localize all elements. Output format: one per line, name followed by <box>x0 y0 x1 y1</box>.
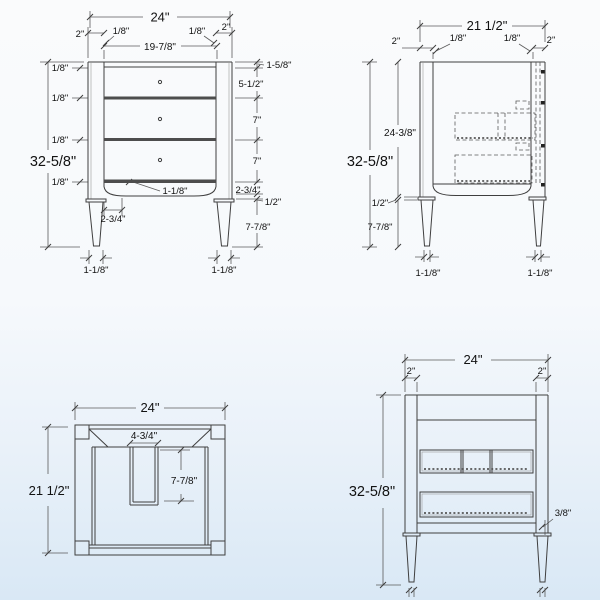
front-drawer-rail-2 <box>104 138 216 141</box>
front-drawer-1-dim: 5-1/2" <box>238 79 264 90</box>
back-total-height-dim: 32-5/8" <box>348 484 396 500</box>
side-dimension-ticks <box>367 23 548 260</box>
front-leg-left-dim: 2" <box>75 29 85 40</box>
front-reveal-3-dim: 1/8" <box>51 135 69 146</box>
back-foot-extension-ticks <box>409 588 545 597</box>
plan-leg-front-right <box>211 541 225 555</box>
front-total-height-dim: 32-5/8" <box>29 154 77 170</box>
back-total-width-dim: 24" <box>463 352 483 367</box>
side-tapered-leg-front <box>421 200 433 246</box>
side-reveal-back-dim: 1/8" <box>503 33 521 44</box>
side-leg-height-dim: 7-7/8" <box>367 222 393 233</box>
front-drawer-rail-1 <box>104 97 216 100</box>
side-leader-lines <box>388 44 530 203</box>
side-reveal-front-dim: 1/8" <box>449 33 467 44</box>
front-foot-left-dim: 1-1/8" <box>83 265 109 276</box>
side-leg-collar-back <box>529 197 546 200</box>
back-dimension-ticks <box>380 357 551 593</box>
back-panel-inset-dim: 3/8" <box>554 508 572 519</box>
side-tapered-leg-back <box>533 200 544 246</box>
side-cabinet-outline <box>420 62 545 197</box>
front-drawer-knob-2 <box>158 117 161 120</box>
front-drawer-knob-3 <box>158 158 161 161</box>
side-fastener-2 <box>541 101 545 105</box>
front-dimension-lines <box>48 17 257 258</box>
front-tapered-leg-right <box>217 202 231 246</box>
side-hidden-drawer-back-1 <box>498 113 505 140</box>
back-slat-rail-lower-inner <box>422 494 531 515</box>
side-total-height-dim: 32-5/8" <box>346 154 394 170</box>
front-total-width-dim: 24" <box>150 9 170 25</box>
plan-leg-front-left <box>75 541 89 555</box>
side-apron-arch <box>433 183 531 196</box>
front-reveal-1-dim: 1/8" <box>51 63 69 74</box>
back-leg-right-dim: 2" <box>537 366 547 377</box>
plan-leg-back-left <box>75 425 89 439</box>
front-leg-height-dim: 7-7/8" <box>245 222 271 233</box>
front-leg-inner-lines <box>91 62 229 199</box>
side-fastener-3 <box>541 144 545 148</box>
front-leg-right-dim: 2" <box>221 22 231 33</box>
front-drawer-2-dim: 7" <box>252 115 262 126</box>
side-fastener-4 <box>541 183 545 187</box>
plan-outer-outline <box>75 425 225 555</box>
plan-view <box>29 400 228 556</box>
side-leg-front-dim: 2" <box>391 36 401 47</box>
plan-side-walls <box>89 447 211 548</box>
side-case-height-dim: 24-3/8" <box>384 128 416 139</box>
plan-total-width-dim: 24" <box>140 400 160 415</box>
plan-notch-depth-dim: 7-7/8" <box>170 476 198 487</box>
side-total-depth-dim: 21 1/2" <box>466 18 508 33</box>
side-dimension-lines <box>370 26 550 257</box>
front-reveal-2-dim: 1/8" <box>51 93 69 104</box>
side-collar-dim: 1/2" <box>371 198 389 209</box>
front-collar-dim: 1/2" <box>264 197 282 208</box>
back-elevation <box>349 352 571 597</box>
front-drawer-3-dim: 7" <box>252 156 262 167</box>
front-cabinet-outline <box>88 62 232 199</box>
side-leg-back-dim: 2" <box>546 35 556 46</box>
front-leg-collar-right <box>214 199 234 202</box>
side-back-panel-hidden-lines <box>536 62 540 184</box>
front-elevation <box>30 10 292 277</box>
back-tapered-leg-left <box>406 536 417 582</box>
plan-notch-width-dim: 4-3/4" <box>130 431 158 442</box>
front-top-rail-dim: 1-5/8" <box>266 60 292 71</box>
plan-total-depth-dim: 21 1/2" <box>28 483 70 498</box>
back-leg-collar-left <box>403 533 420 536</box>
front-drawer-knob-1 <box>158 80 161 83</box>
front-bottom-rail <box>104 180 216 184</box>
side-hidden-drawer-box-2 <box>455 155 532 183</box>
side-hidden-bracket-2 <box>516 143 529 150</box>
front-arch-offset-dim: 2-3/4" <box>100 214 126 225</box>
plan-dimension-ticks <box>45 405 228 556</box>
side-fastener-1 <box>541 70 545 74</box>
front-reveal-right-dim: 1/8" <box>188 26 206 37</box>
front-apron-arch <box>104 183 216 196</box>
front-apron-thickness-dim: 1-1/8" <box>162 186 188 197</box>
side-foot-front-dim: 1-1/8" <box>415 268 441 279</box>
front-leader-lines <box>106 36 264 201</box>
side-hidden-bracket-1 <box>516 101 529 109</box>
side-elevation <box>347 18 555 279</box>
side-hidden-drawer-box-1 <box>455 113 535 140</box>
front-foot-right-dim: 1-1/8" <box>211 265 237 276</box>
side-foot-back-dim: 1-1/8" <box>527 268 553 279</box>
back-leg-left-dim: 2" <box>406 366 416 377</box>
front-reveal-4-dim: 1/8" <box>51 177 69 188</box>
side-leg-collar-front <box>418 197 435 200</box>
plan-leg-back-right <box>211 425 225 439</box>
back-leg-collar-right <box>534 533 551 536</box>
back-tapered-leg-right <box>537 536 548 582</box>
front-bottom-rail-dim: 2-3/4" <box>235 185 261 196</box>
plan-notch-cutout <box>130 447 158 505</box>
front-leg-collar-left <box>86 199 106 202</box>
front-reveal-left-dim: 1/8" <box>112 26 130 37</box>
front-opening-width-dim: 19-7/8" <box>144 42 176 53</box>
